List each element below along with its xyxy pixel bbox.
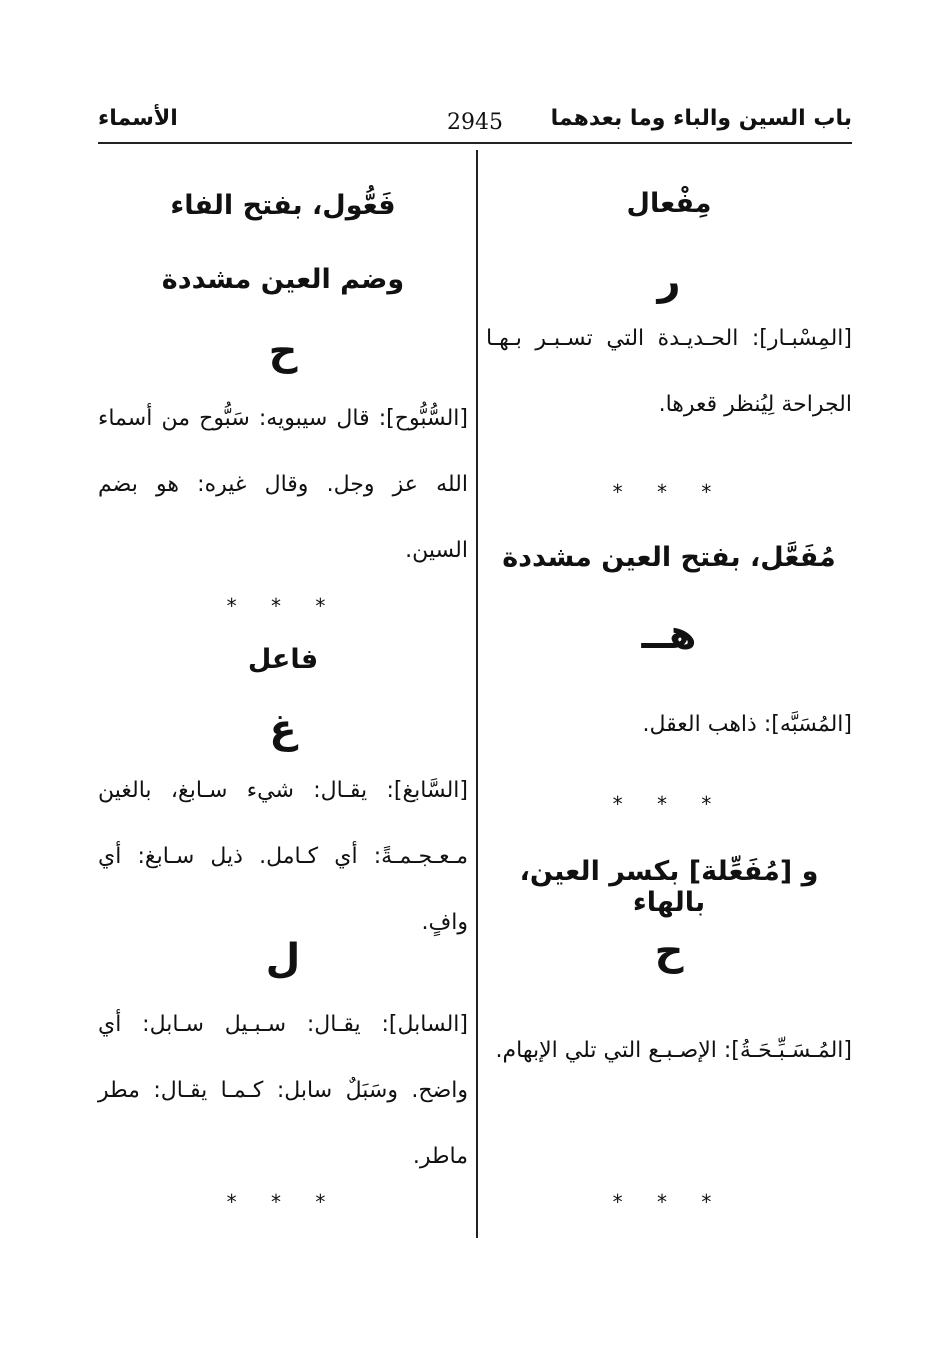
separator-stars: * * * xyxy=(612,792,726,816)
section-title: الأسماء xyxy=(98,106,178,131)
pattern-heading: مِفْعال xyxy=(626,188,712,219)
pattern-heading: فَعُّول، بفتح الفاء xyxy=(170,190,396,221)
separator-stars: * * * xyxy=(226,594,340,618)
entry-text: [المُسَبَّه]: ذاهب العقل. xyxy=(642,712,852,737)
entry-text: [السُّبُّوح]: قال سيبويه: سَبُّوح من أسماء الله عز وجل. وقال غيره: هو بضم السين. xyxy=(98,406,468,563)
page-number: 2945 xyxy=(447,110,503,135)
root-letter: ل xyxy=(265,936,301,982)
separator-stars: * * * xyxy=(612,480,726,504)
pattern-heading: و [مُفَعِّلة] بكسر العين، بالهاء xyxy=(519,856,819,918)
pattern-heading: وضم العين مشددة xyxy=(161,264,405,295)
pattern-heading: مُفَعَّل، بفتح العين مشددة xyxy=(502,542,836,573)
entry-text: [المِسْبـار]: الحـديـدة التي تسـبـر بـهـا الجراحة لِيُنظر قعرها. xyxy=(486,326,852,417)
column-divider xyxy=(476,150,478,1238)
entry-text: [السَّابغ]: يقـال: شيء سـابغ، بالغين مـعـجـمـةً: أي كـامل. ذيل سـابغ: أي وافٍ. xyxy=(98,778,468,935)
entry-text: [السابل]: يقـال: سـبـيل سـابل: أي واضح. وسَبَلٌ سابل: كـمـا يقـال: مطر ماطر. xyxy=(98,1012,468,1169)
root-letter: ر xyxy=(657,258,681,304)
separator-stars: * * * xyxy=(612,1190,726,1214)
root-letter: ح xyxy=(654,928,684,974)
header-rule xyxy=(98,142,852,144)
root-letter: ح xyxy=(268,328,298,374)
entry-text: [المُـسَـبِّـحَـةُ]: الإصـبـع التي تلي الإبهام. xyxy=(495,1038,852,1063)
root-letter: هــ xyxy=(641,612,697,658)
root-letter: غ xyxy=(269,706,297,752)
chapter-title: باب السين والباء وما بعدهما xyxy=(550,106,852,131)
page-header xyxy=(98,106,852,142)
separator-stars: * * * xyxy=(226,1190,340,1214)
pattern-heading: فاعل xyxy=(247,644,319,675)
